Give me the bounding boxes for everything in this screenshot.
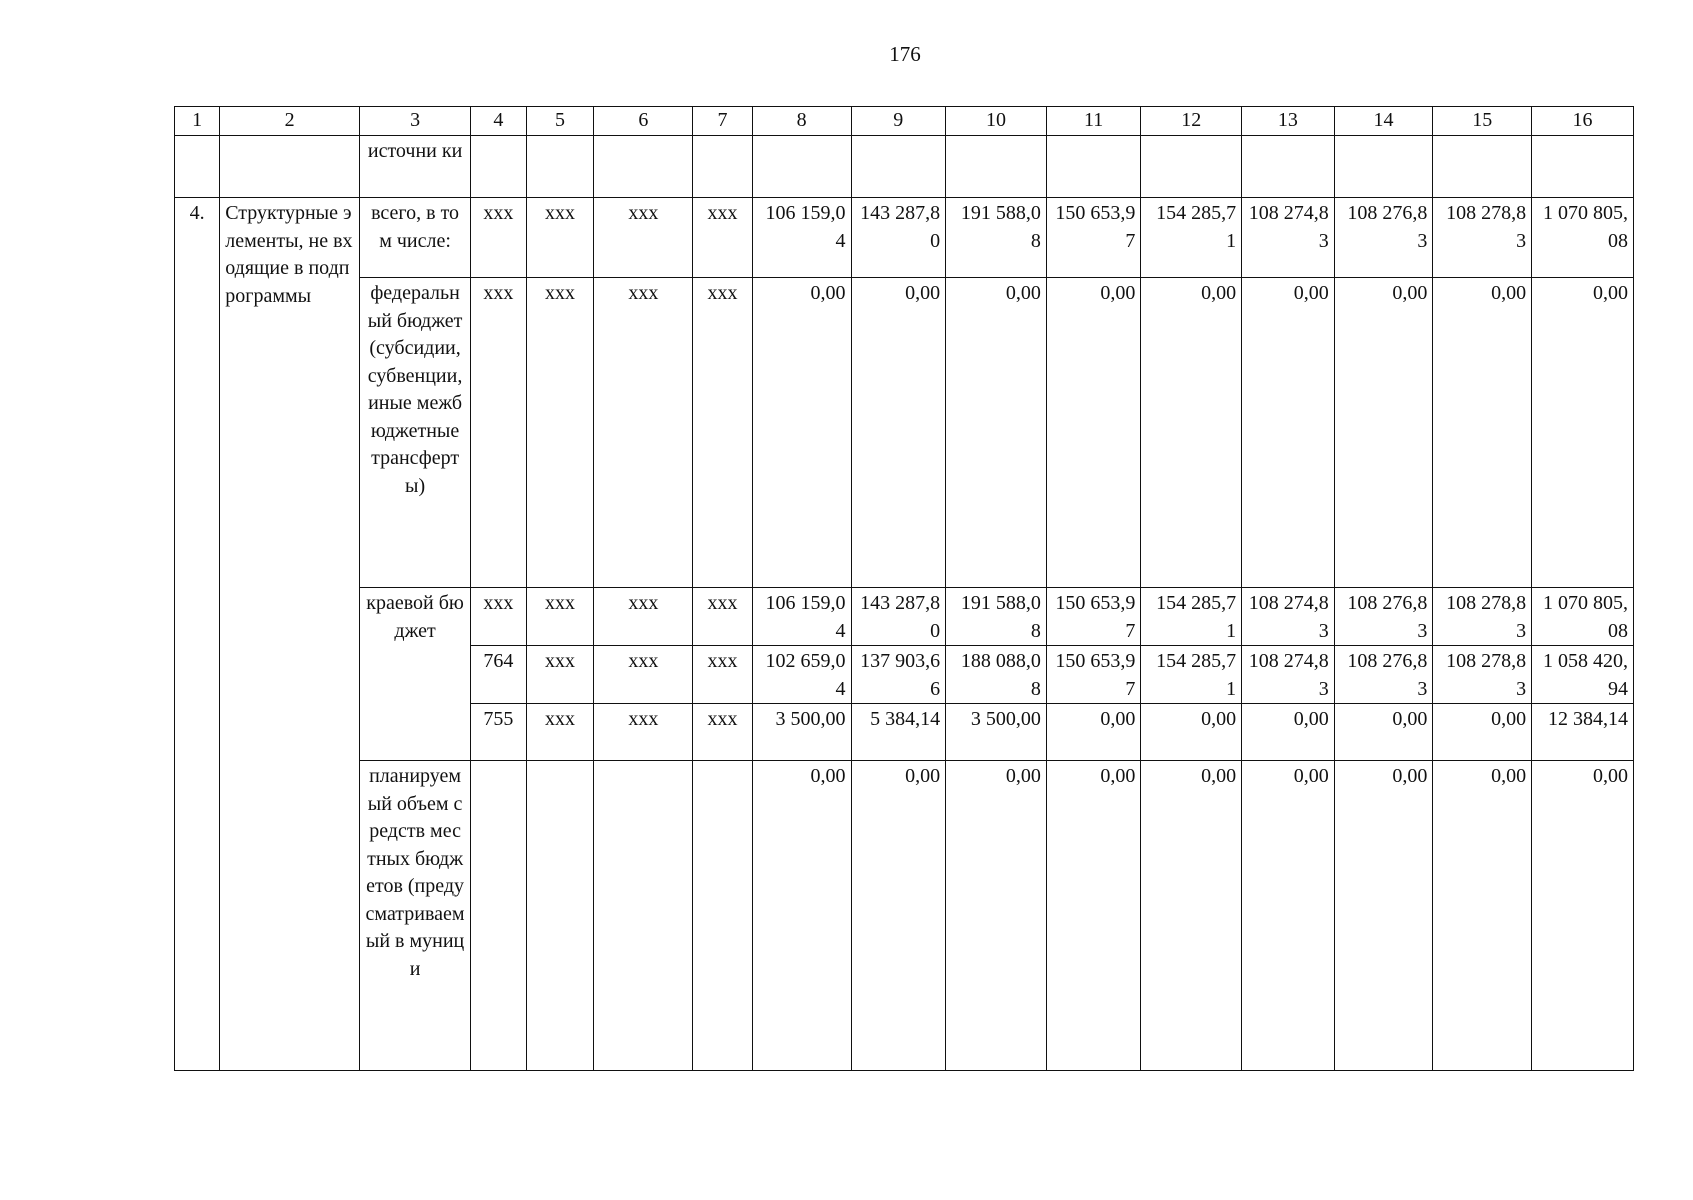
code-cell: ххх	[693, 198, 753, 278]
table-cell	[1334, 136, 1433, 198]
table-cell	[851, 136, 946, 198]
code-cell: ххх	[594, 646, 693, 704]
table-row-regional	[175, 588, 1634, 646]
value-cell: 12 384,14	[1532, 704, 1634, 761]
value-cell: 154 285,71	[1141, 588, 1242, 646]
value-cell: 150 653,97	[1046, 588, 1141, 646]
value-cell: 0,00	[752, 278, 851, 588]
code-cell: ххх	[693, 704, 753, 761]
value-cell: 108 274,83	[1242, 198, 1335, 278]
table-cell	[1242, 136, 1335, 198]
table-cell	[693, 136, 753, 198]
value-cell: 0,00	[851, 761, 946, 1071]
table-row-total	[175, 198, 1634, 278]
table-cell	[1046, 136, 1141, 198]
code-cell: 764	[471, 646, 527, 704]
code-cell: 755	[471, 704, 527, 761]
value-cell: 0,00	[1334, 704, 1433, 761]
table-row-federal	[175, 278, 1634, 588]
value-cell: 5 384,14	[851, 704, 946, 761]
value-cell: 0,00	[1334, 278, 1433, 588]
code-cell: ххх	[471, 198, 527, 278]
value-cell: 0,00	[752, 761, 851, 1071]
value-cell: 3 500,00	[752, 704, 851, 761]
header-cell: 9	[851, 107, 946, 136]
code-cell: ххх	[471, 278, 527, 588]
value-cell: 150 653,97	[1046, 646, 1141, 704]
value-cell: 3 500,00	[946, 704, 1047, 761]
value-cell: 108 276,83	[1334, 646, 1433, 704]
value-cell: 1 070 805,08	[1532, 588, 1634, 646]
header-cell: 16	[1532, 107, 1634, 136]
value-cell: 108 274,83	[1242, 588, 1335, 646]
value-cell: 0,00	[946, 278, 1047, 588]
value-cell: 0,00	[946, 761, 1047, 1071]
value-cell: 150 653,97	[1046, 198, 1141, 278]
value-cell: 0,00	[1141, 278, 1242, 588]
header-cell: 1	[175, 107, 220, 136]
table-cell	[471, 761, 527, 1071]
table-cell	[1433, 136, 1532, 198]
section-number: 4.	[175, 198, 220, 1071]
value-cell: 108 278,83	[1433, 588, 1532, 646]
table-cell	[175, 136, 220, 198]
header-cell: 10	[946, 107, 1047, 136]
code-cell: ххх	[594, 198, 693, 278]
source-label-cell: источни ки	[360, 136, 471, 198]
value-cell: 0,00	[851, 278, 946, 588]
header-cell: 7	[693, 107, 753, 136]
code-cell: ххх	[693, 646, 753, 704]
value-cell: 0,00	[1334, 761, 1433, 1071]
source-label-cell: федеральный бюджет (субсидии, субвенции, иные межбюджетные трансферты)	[360, 278, 471, 588]
code-cell: ххх	[526, 588, 594, 646]
value-cell: 108 276,83	[1334, 198, 1433, 278]
table-cell	[526, 761, 594, 1071]
section-name: Структурные элементы, не входящие в подпрограммы	[220, 198, 360, 1071]
header-cell: 4	[471, 107, 527, 136]
value-cell: 154 285,71	[1141, 198, 1242, 278]
value-cell: 0,00	[1046, 761, 1141, 1071]
table-cell	[1532, 136, 1634, 198]
value-cell: 0,00	[1141, 704, 1242, 761]
value-cell: 106 159,04	[752, 198, 851, 278]
table-cell	[594, 761, 693, 1071]
value-cell: 0,00	[1242, 704, 1335, 761]
code-cell: ххх	[526, 278, 594, 588]
value-cell: 137 903,66	[851, 646, 946, 704]
budget-table	[174, 106, 1634, 1071]
value-cell: 0,00	[1141, 761, 1242, 1071]
value-cell: 143 287,80	[851, 588, 946, 646]
value-cell: 191 588,08	[946, 198, 1047, 278]
value-cell: 0,00	[1242, 278, 1335, 588]
code-cell: ххх	[526, 704, 594, 761]
value-cell: 188 088,08	[946, 646, 1047, 704]
code-cell: ххх	[526, 198, 594, 278]
header-cell: 3	[360, 107, 471, 136]
code-cell: ххх	[471, 588, 527, 646]
value-cell: 108 278,83	[1433, 646, 1532, 704]
value-cell: 191 588,08	[946, 588, 1047, 646]
table-cell	[471, 136, 527, 198]
source-label-cell: всего, в том числе:	[360, 198, 471, 278]
table-header-row	[175, 107, 1634, 136]
header-cell: 6	[594, 107, 693, 136]
value-cell: 1 070 805,08	[1532, 198, 1634, 278]
table-cell	[752, 136, 851, 198]
value-cell: 1 058 420,94	[1532, 646, 1634, 704]
value-cell: 143 287,80	[851, 198, 946, 278]
table-cell	[946, 136, 1047, 198]
header-cell: 15	[1433, 107, 1532, 136]
table-cell	[526, 136, 594, 198]
code-cell: ххх	[693, 278, 753, 588]
value-cell: 0,00	[1046, 278, 1141, 588]
value-cell: 0,00	[1046, 704, 1141, 761]
value-cell: 0,00	[1433, 704, 1532, 761]
table-cell	[220, 136, 360, 198]
value-cell: 108 274,83	[1242, 646, 1335, 704]
code-cell: ххх	[693, 588, 753, 646]
table-cell	[693, 761, 753, 1071]
value-cell: 0,00	[1242, 761, 1335, 1071]
source-label-cell: краевой бюджет	[360, 588, 471, 761]
value-cell: 0,00	[1532, 278, 1634, 588]
table-row-sources	[175, 136, 1634, 198]
value-cell: 106 159,04	[752, 588, 851, 646]
header-cell: 5	[526, 107, 594, 136]
code-cell: ххх	[594, 588, 693, 646]
header-cell: 13	[1242, 107, 1335, 136]
code-cell: ххх	[594, 704, 693, 761]
value-cell: 108 278,83	[1433, 198, 1532, 278]
value-cell: 0,00	[1433, 278, 1532, 588]
table-cell	[594, 136, 693, 198]
header-cell: 14	[1334, 107, 1433, 136]
value-cell: 102 659,04	[752, 646, 851, 704]
value-cell: 154 285,71	[1141, 646, 1242, 704]
code-cell: ххх	[594, 278, 693, 588]
table-row-local	[175, 761, 1634, 1071]
table-cell	[1141, 136, 1242, 198]
source-label-cell: планируемый объем средств местных бюджетов (предусматриваемый в муници	[360, 761, 471, 1071]
value-cell: 108 276,83	[1334, 588, 1433, 646]
header-cell: 11	[1046, 107, 1141, 136]
header-cell: 12	[1141, 107, 1242, 136]
code-cell: ххх	[526, 646, 594, 704]
page-number: 176	[889, 42, 921, 66]
header-cell: 2	[220, 107, 360, 136]
value-cell: 0,00	[1433, 761, 1532, 1071]
value-cell: 0,00	[1532, 761, 1634, 1071]
header-cell: 8	[752, 107, 851, 136]
